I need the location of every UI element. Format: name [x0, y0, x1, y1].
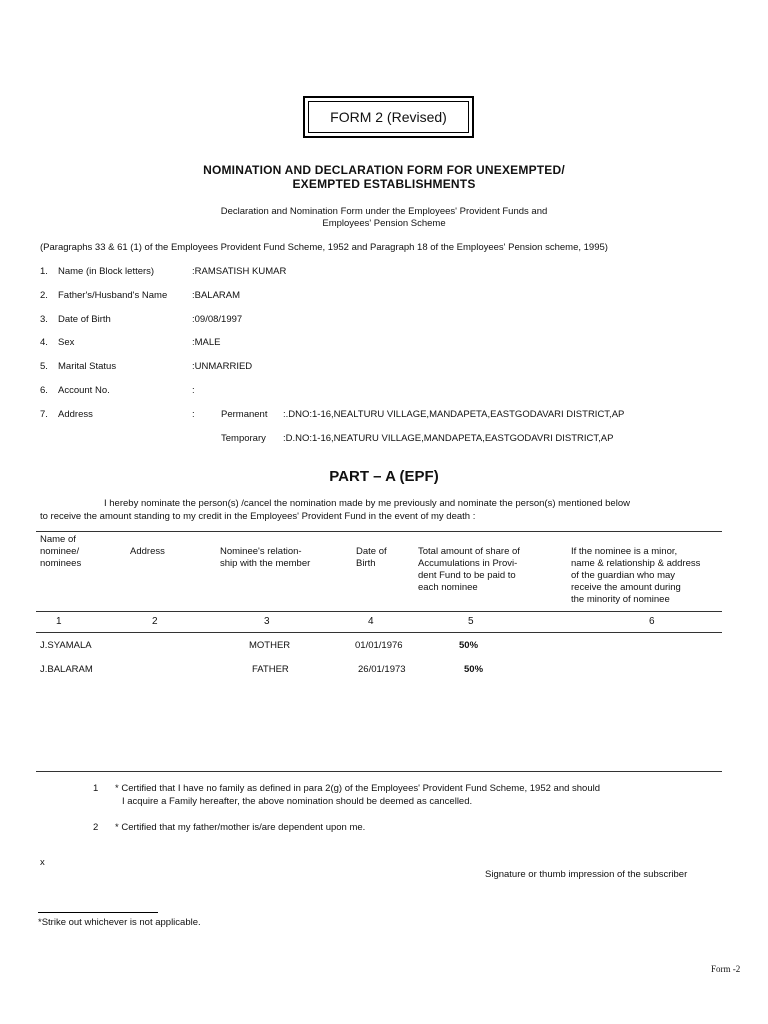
nomination-statement-line2: to receive the amount standing to my credit in the Employees' Provident Fund in the event of my death :	[40, 511, 476, 522]
subheading-line2: Employees' Pension Scheme	[322, 218, 446, 229]
field-value: :RAMSATISH KUMAR	[192, 266, 287, 277]
form-title-box	[303, 96, 474, 138]
certification-1-line1: * Certified that I have no family as defined in para 2(g) of the Employees' Provident Fund Scheme, 1952 and should	[115, 783, 601, 794]
temporary-address-value: :D.NO:1-16,NEATURU VILLAGE,MANDAPETA,EASTGODAVRI DISTRICT,AP	[283, 433, 614, 444]
nomination-statement-line1: I hereby nominate the person(s) /cancel the nomination made by me previously and nominate the person(s) mentioned below	[104, 498, 630, 509]
footnote: *Strike out whichever is not applicable.	[38, 917, 201, 928]
table-number-rule	[36, 632, 722, 633]
table-header-guardian: If the nominee is a minor, name & relationship & address of the guardian who may receive the amount during the minority of nominee	[571, 546, 701, 605]
column-number-3: 3	[264, 616, 270, 627]
table-bottom-rule	[36, 771, 722, 772]
certification-1-number: 1	[93, 783, 99, 794]
table-header-address: Address	[130, 546, 165, 557]
permanent-address-value: :.DNO:1-16,NEALTURU VILLAGE,MANDAPETA,EASTGODAVARI DISTRICT,AP	[283, 409, 625, 420]
nominee-share: 50%	[464, 664, 484, 675]
field-number: 6.	[40, 385, 48, 396]
column-number-4: 4	[368, 616, 374, 627]
footnote-rule	[38, 912, 158, 913]
nominee-dob: 01/01/1976	[355, 640, 403, 651]
permanent-label: Permanent	[221, 409, 268, 420]
table-header-relationship: Nominee's relation- ship with the member	[220, 546, 311, 569]
field-value: :	[192, 385, 195, 396]
nominee-relationship: MOTHER	[249, 640, 291, 651]
field-label: Account No.	[58, 385, 110, 396]
column-number-5: 5	[468, 616, 474, 627]
field-label: Name (in Block letters)	[58, 266, 155, 277]
field-label: Date of Birth	[58, 314, 111, 325]
field-number: 4.	[40, 337, 48, 348]
field-label: Marital Status	[58, 361, 117, 372]
column-number-6: 6	[649, 616, 655, 627]
signature-x-mark: x	[40, 857, 45, 868]
nominee-share: 50%	[459, 640, 479, 651]
table-header-share: Total amount of share of Accumulations in Provi- dent Fund to be paid to each nominee	[418, 546, 520, 593]
table-header-dob: Date of Birth	[356, 546, 387, 569]
field-number: 3.	[40, 314, 48, 325]
column-number-1: 1	[56, 616, 62, 627]
field-value: :MALE	[192, 337, 221, 348]
field-value: :UNMARRIED	[192, 361, 253, 372]
certification-2-text: * Certified that my father/mother is/are dependent upon me.	[115, 822, 366, 833]
field-label: Sex	[58, 337, 75, 348]
signature-label: Signature or thumb impression of the subscriber	[485, 869, 688, 880]
subheading-line1: Declaration and Nomination Form under the Employees' Provident Funds and	[220, 206, 548, 217]
field-number: 2.	[40, 290, 48, 301]
certification-2-number: 2	[93, 822, 99, 833]
field-value: :09/08/1997	[192, 314, 243, 325]
field-number: 1.	[40, 266, 48, 277]
page-footer: Form -2	[711, 964, 741, 974]
column-number-2: 2	[152, 616, 158, 627]
address-number: 7.	[40, 409, 48, 420]
table-top-rule	[36, 531, 722, 532]
table-header-name: Name of nominee/ nominees	[40, 534, 82, 569]
certification-1-line2: I acquire a Family hereafter, the above nomination should be deemed as cancelled.	[122, 796, 473, 807]
address-colon: :	[192, 409, 195, 420]
nominee-dob: 26/01/1973	[358, 664, 406, 675]
address-label: Address	[58, 409, 93, 420]
nominee-name: J.BALARAM	[40, 664, 93, 675]
nominee-relationship: FATHER	[252, 664, 289, 675]
temporary-label: Temporary	[221, 433, 266, 444]
main-heading-line1: NOMINATION AND DECLARATION FORM FOR UNEXEMPTED/	[203, 163, 565, 177]
table-header-rule	[36, 611, 722, 612]
part-a-title: PART – A (EPF)	[329, 468, 439, 485]
field-number: 5.	[40, 361, 48, 372]
paragraph-reference: (Paragraphs 33 & 61 (1) of the Employees Provident Fund Scheme, 1952 and Paragraph 18 of the Employees' Pension scheme, 1995)	[40, 242, 608, 253]
nominee-name: J.SYAMALA	[40, 640, 92, 651]
field-value: :BALARAM	[192, 290, 241, 301]
form-title: FORM 2 (Revised)	[308, 101, 469, 133]
main-heading-line2: EXEMPTED ESTABLISHMENTS	[292, 177, 476, 191]
field-label: Father's/Husband's Name	[58, 290, 168, 301]
